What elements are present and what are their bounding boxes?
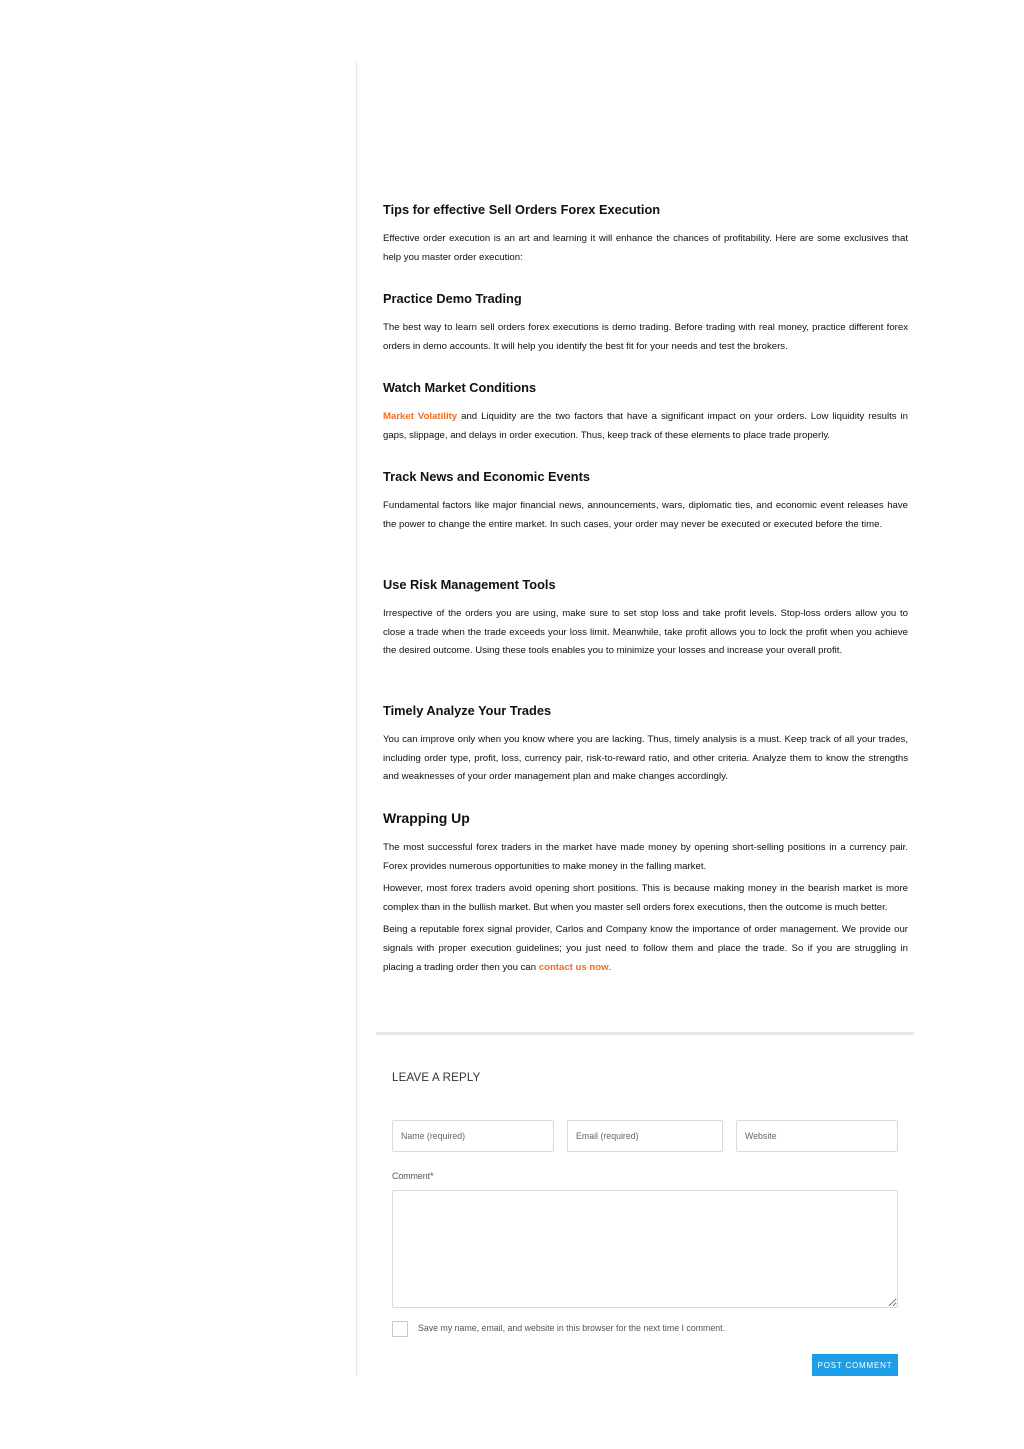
- leave-reply-title: LEAVE A REPLY: [392, 1072, 481, 1084]
- section-paragraph: [383, 319, 908, 356]
- save-info-checkbox[interactable]: [392, 1321, 408, 1337]
- article-section: [383, 808, 908, 977]
- section-heading: Timely Analyze Your Trades: [383, 703, 552, 718]
- article-section: [383, 575, 908, 661]
- save-info-label: Save my name, email, and website in this browser for the next time I comment.: [418, 1323, 726, 1333]
- article-section: [383, 378, 908, 445]
- comments-separator: [376, 1032, 914, 1035]
- section-heading: Tips for effective Sell Orders Forex Execution: [383, 202, 661, 217]
- section-paragraph: [383, 731, 908, 787]
- paragraph-text: Irrespective of the orders you are using, make sure to set stop loss and take profit levels. Stop-loss orders allow you to close a trade when the trade exceeds your loss limit. Meanwhile, take profit allows you to lock the profit when you achieve the desired outcome. Using these tools enables you to minimize your losses and increase your overall profit.: [383, 608, 908, 657]
- section-heading: Use Risk Management Tools: [383, 577, 556, 592]
- section-paragraph: [383, 230, 908, 267]
- paragraph-text: .: [608, 961, 612, 973]
- paragraph-text: The most successful forex traders in the market have made money by opening short-selling positions in a currency pair. Forex provides numerous opportunities to make money in the falling market.: [383, 842, 908, 872]
- website-field[interactable]: [736, 1120, 898, 1152]
- section-paragraph: [383, 880, 908, 917]
- name-field[interactable]: [392, 1120, 554, 1152]
- paragraph-text: However, most forex traders avoid opening short positions. This is because making money in the bearish market is more complex than in the bullish market. But when you master sell orders forex executions, then the outcome is much better.: [383, 883, 908, 913]
- paragraph-text: Fundamental factors like major financial news, announcements, wars, diplomatic ties, and economic event releases have the power to change the entire market. In such cases, your order may never be executed or executed before the time.: [383, 500, 908, 530]
- section-heading: Track News and Economic Events: [383, 469, 590, 484]
- article-section: [383, 701, 908, 787]
- section-paragraph: [383, 408, 908, 445]
- sidebar-divider: [356, 62, 357, 1376]
- email-field[interactable]: [567, 1120, 723, 1152]
- paragraph-text: You can improve only when you know where you are lacking. Thus, timely analysis is a must. Keep track of all your trades, including order type, profit, loss, currency pair, risk-to-reward ratio, and other criteria. Analyze them to know the strengths and weaknesses of your order management plan and make changes accordingly.: [383, 734, 908, 783]
- inline-link[interactable]: contact us now: [538, 961, 609, 973]
- section-paragraph: [383, 497, 908, 534]
- paragraph-text: Being a reputable forex signal provider, Carlos and Company know the importance of order management. We provide our signals with proper execution guidelines; you just need to follow them and place the trade. So if you are struggling in placing a trading order then you can: [383, 924, 908, 973]
- paragraph-text: Effective order execution is an art and learning it will enhance the chances of profitability. Here are some exclusives that help you master order execution:: [383, 233, 908, 263]
- article-section: [383, 200, 908, 267]
- section-heading: Watch Market Conditions: [383, 380, 537, 395]
- paragraph-text: and Liquidity are the two factors that have a significant impact on your orders. Low liquidity results in gaps, slippage, and delays in order execution. Thus, keep track of these elements to place trade properly.: [383, 411, 908, 441]
- inline-link[interactable]: Market Volatility: [383, 411, 458, 422]
- post-comment-button[interactable]: POST COMMENT: [812, 1354, 898, 1376]
- paragraph-text: The best way to learn sell orders forex executions is demo trading. Before trading with real money, practice different forex orders in demo accounts. It will help you identify the best fit for your needs and test the brokers.: [383, 322, 908, 352]
- comment-textarea[interactable]: [392, 1190, 898, 1308]
- section-paragraph: [383, 605, 908, 661]
- section-heading: Practice Demo Trading: [383, 291, 522, 306]
- article-section: [383, 289, 908, 356]
- section-paragraph: [383, 921, 908, 977]
- section-heading: Wrapping Up: [383, 810, 470, 826]
- article-section: [383, 467, 908, 534]
- comment-label: Comment*: [392, 1171, 434, 1181]
- section-paragraph: [383, 839, 908, 876]
